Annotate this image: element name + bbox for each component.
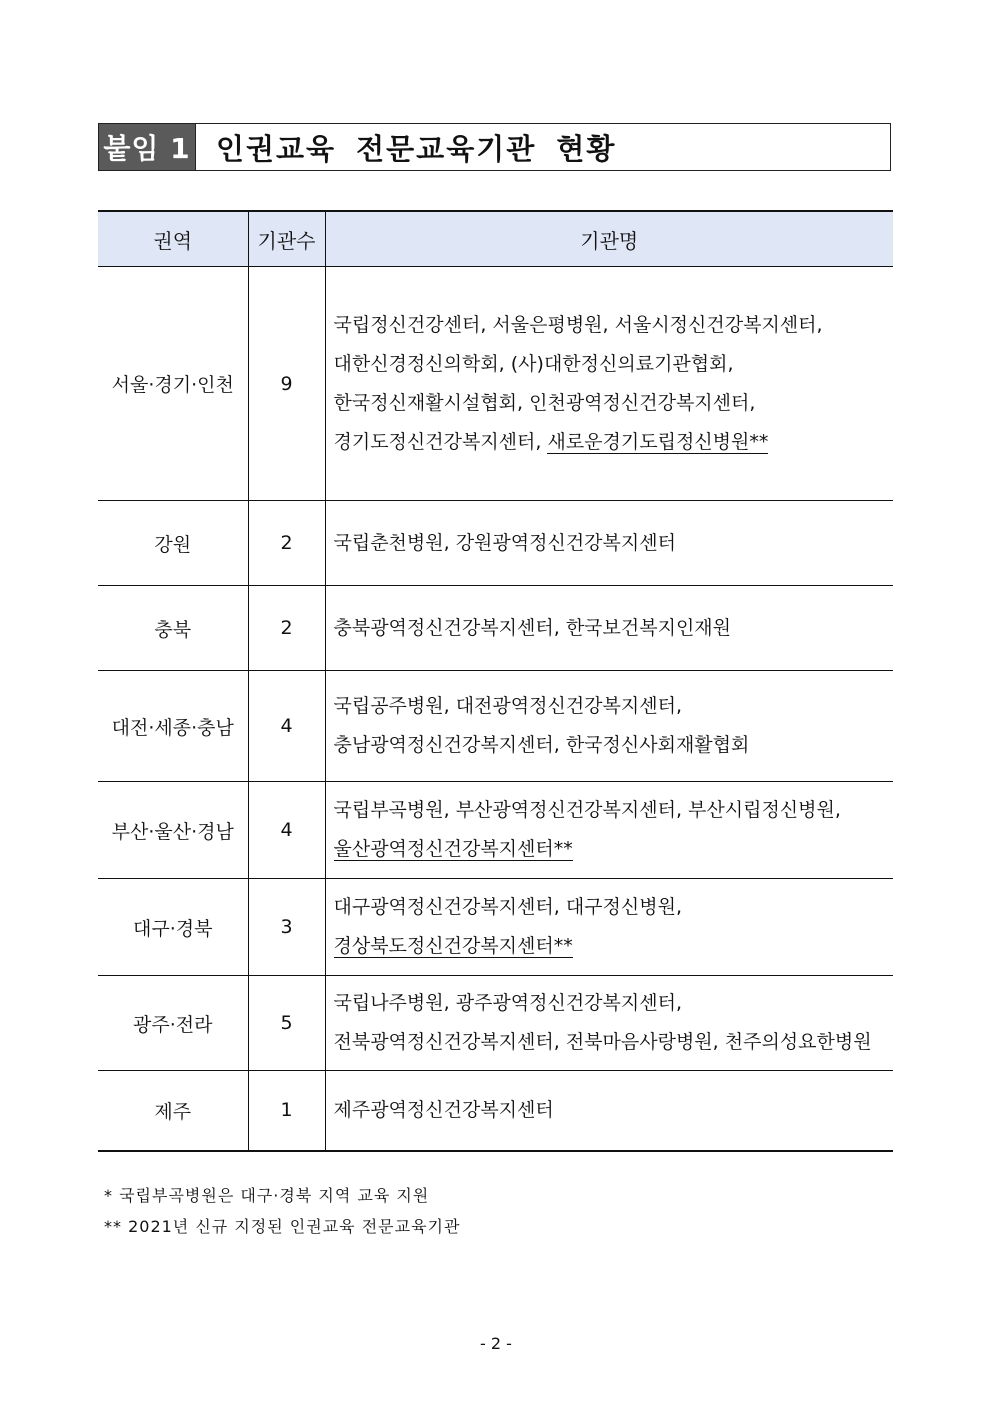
footnotes (104, 1180, 460, 1242)
table-header-row (98, 211, 893, 267)
institutions-line (334, 384, 893, 423)
institutions-line (334, 1023, 893, 1062)
count-cell: 4 (248, 782, 325, 879)
institutions-line (334, 306, 893, 345)
table-row (98, 1071, 893, 1151)
institutions-line (334, 830, 893, 869)
table-row (98, 879, 893, 976)
institution-text: 경기도정신건강복지센터, (333, 430, 548, 453)
institutions-cell (325, 671, 893, 782)
region-cell: 서울·경기·인천 (98, 267, 248, 501)
count-cell: 2 (248, 586, 325, 671)
institutions-cell (325, 976, 893, 1071)
institutions-cell (325, 267, 893, 501)
institution-table (98, 210, 893, 1152)
count-cell: 2 (248, 501, 325, 586)
title-box (98, 123, 891, 171)
institutions-line (334, 345, 893, 384)
institutions-line (334, 888, 893, 927)
institutions-cell (325, 879, 893, 976)
institution-text: 충북광역정신건강복지센터, 한국보건복지인재원 (333, 616, 732, 639)
institutions-line (334, 984, 893, 1023)
region-cell: 강원 (98, 501, 248, 586)
table-row (98, 586, 893, 671)
institution-text: 국립부곡병원, 부산광역정신건강복지센터, 부산시립정신병원, (333, 799, 841, 821)
count-cell: 3 (248, 879, 325, 976)
table-row (98, 501, 893, 586)
header-institutions: 기관명 (325, 211, 893, 267)
institution-text: 국립나주병원, 광주광역정신건강복지센터, (333, 992, 682, 1014)
institutions-line (334, 726, 893, 765)
institutions-cell (325, 586, 893, 671)
institutions-line (334, 791, 893, 830)
table-row (98, 267, 893, 501)
count-cell: 4 (248, 671, 325, 782)
attachment-tag: 붙임 1 (99, 124, 196, 170)
new-institution-name: 울산광역정신건강복지센터** (333, 838, 573, 860)
institutions-line (334, 524, 893, 563)
footnote-2: ** 2021년 신규 지정된 인권교육 전문교육기관 (104, 1217, 461, 1236)
institutions-line (334, 609, 893, 648)
institution-text: 국립정신건강센터, 서울은평병원, 서울시정신건강복지센터, (333, 313, 823, 336)
institution-text: 전북광역정신건강복지센터, 전북마음사랑병원, 천주의성요한병원 (333, 1031, 872, 1053)
institution-text: 대구광역정신건강복지센터, 대구정신병원, (333, 896, 682, 918)
count-cell: 1 (248, 1071, 325, 1151)
region-cell: 충북 (98, 586, 248, 671)
table-row (98, 782, 893, 879)
region-cell: 광주·전라 (98, 976, 248, 1071)
count-cell: 5 (248, 976, 325, 1071)
page-number: - 2 - (480, 1334, 512, 1353)
region-cell: 대전·세종·충남 (98, 671, 248, 782)
footnote-1: * 국립부곡병원은 대구·경북 지역 교육 지원 (104, 1186, 430, 1205)
institutions-line (334, 927, 893, 966)
institution-text: 국립공주병원, 대전광역정신건강복지센터, (333, 695, 682, 717)
institutions-line (334, 1091, 893, 1130)
document-title: 인권교육 전문교육기관 현황 (216, 131, 617, 166)
new-institution-name: 새로운경기도립정신병원** (547, 430, 769, 453)
institutions-line (334, 423, 893, 462)
institution-text: 제주광역정신건강복지센터 (333, 1098, 554, 1121)
institutions-cell (325, 782, 893, 879)
header-region: 권역 (98, 211, 248, 267)
institution-text: 국립춘천병원, 강원광역정신건강복지센터 (333, 531, 676, 554)
region-cell: 부산·울산·경남 (98, 782, 248, 879)
table-row (98, 976, 893, 1071)
institution-text: 한국정신재활시설협회, 인천광역정신건강복지센터, (333, 391, 756, 414)
table-row (98, 671, 893, 782)
count-cell: 9 (248, 267, 325, 501)
header-count: 기관수 (248, 211, 325, 267)
institution-text: 충남광역정신건강복지센터, 한국정신사회재활협회 (333, 734, 750, 756)
institution-text: 대한신경정신의학회, (사)대한정신의료기관협회, (333, 352, 734, 375)
new-institution-name: 경상북도정신건강복지센터** (333, 935, 573, 957)
institutions-cell (325, 1071, 893, 1151)
institutions-cell (325, 501, 893, 586)
region-cell: 제주 (98, 1071, 248, 1151)
institutions-line (334, 687, 893, 726)
region-cell: 대구·경북 (98, 879, 248, 976)
